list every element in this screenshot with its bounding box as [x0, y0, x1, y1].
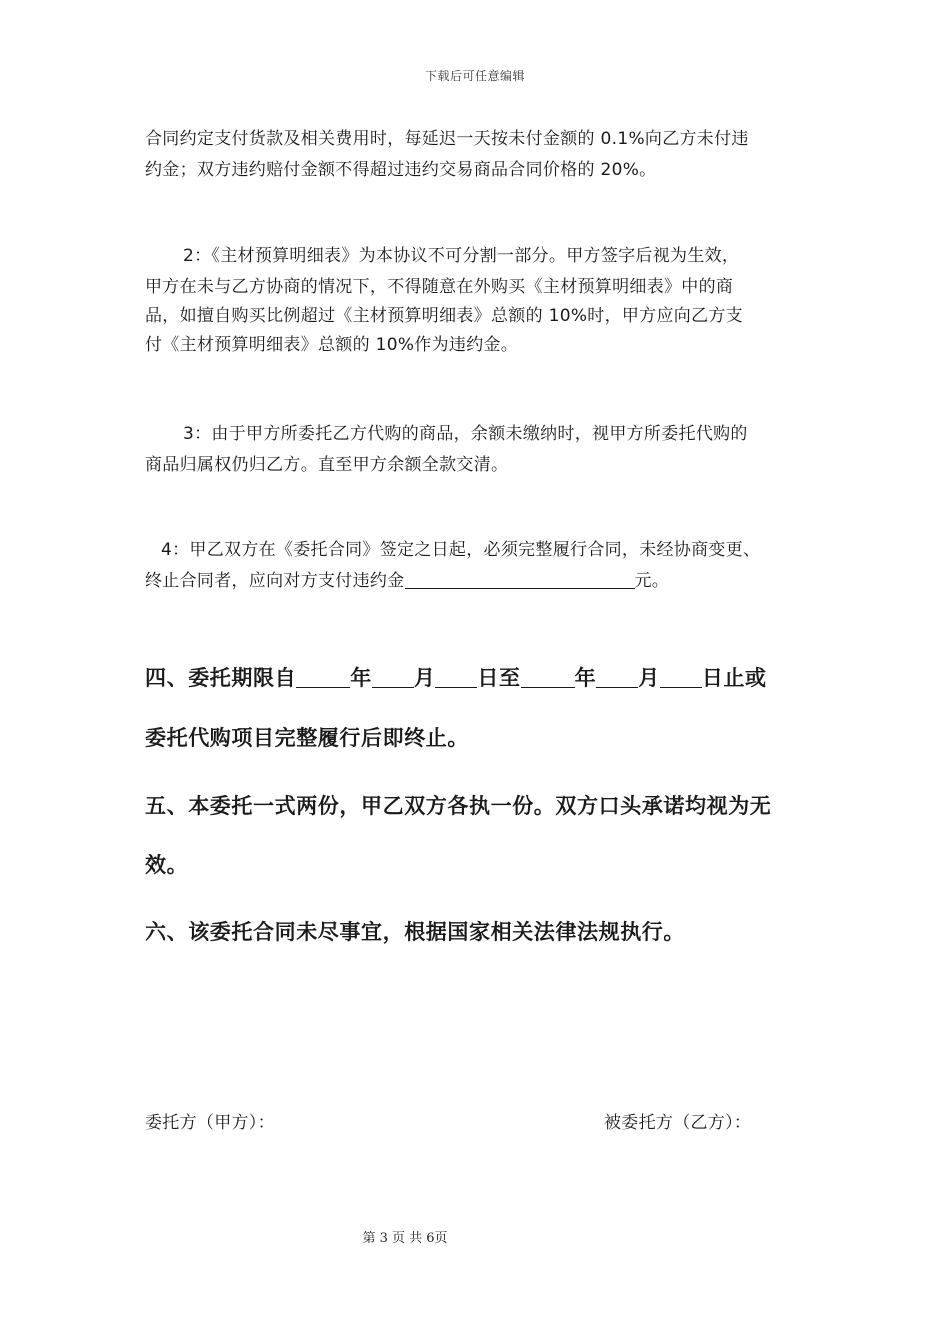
para2-line4: 付《主材预算明细表》总额的 10%作为违约金。: [145, 335, 519, 355]
end-month-label: 月: [638, 666, 660, 690]
para2-line1: 2：《主材预算明细表》为本协议不可分割一部分。甲方签字后视为生效，: [183, 246, 740, 266]
para4-line1: 4：甲乙双方在《委托合同》签定之日起，必须完整履行合同，未经协商变更、: [161, 540, 761, 560]
section4-intro: 四、委托期限自: [145, 666, 297, 690]
section6-line1: 六、该委托合同未尽事宜，根据国家相关法律法规执行。: [145, 920, 685, 944]
para3-line2: 商品归属权仍归乙方。直至甲方余额全款交清。: [145, 455, 509, 475]
section4-line1: [145, 662, 767, 692]
party-b-signature-label: 被委托方（乙方）：: [604, 1113, 752, 1133]
end-year-blank[interactable]: [521, 666, 575, 688]
start-month-label: 月: [413, 666, 436, 690]
para4-line2: [145, 566, 669, 591]
para2-line2: 甲方在未与乙方协商的情况下，不得随意在外购买《主材预算明细表》中的商: [145, 277, 734, 297]
end-month-blank[interactable]: [596, 666, 638, 688]
start-year-blank[interactable]: [296, 666, 350, 688]
section5-line2: 效。: [145, 853, 189, 877]
start-month-blank[interactable]: [372, 666, 414, 688]
para2-line3: 品，如擅自购买比例超过《主材预算明细表》总额的 10%时，甲方应向乙方支: [145, 306, 743, 326]
section5-line1: 五、本委托一式两份，甲乙双方各执一份。双方口头承诺均视为无: [145, 794, 772, 818]
start-year-label: 年: [350, 666, 372, 690]
page-header: 下载后可任意编辑: [424, 69, 525, 83]
start-day-label: 日至: [477, 666, 521, 690]
para1-line2: 约金；双方违约赔付金额不得超过违约交易商品合同价格的 20%。: [145, 160, 657, 180]
end-day-label: 日止或: [701, 666, 767, 690]
section4-line2: 委托代购项目完整履行后即终止。: [145, 726, 469, 750]
page-footer: 第 3 页 共 6页: [362, 1231, 448, 1246]
end-day-blank[interactable]: [660, 666, 702, 688]
para1-line1: 合同约定支付货款及相关费用时，每延迟一天按未付金额的 0.1%向乙方未付违: [145, 129, 749, 149]
start-day-blank[interactable]: [435, 666, 477, 688]
end-year-label: 年: [574, 666, 597, 690]
party-a-signature-label: 委托方（甲方）：: [145, 1113, 275, 1133]
penalty-amount-blank[interactable]: [405, 571, 635, 589]
para3-line1: 3：由于甲方所委托乙方代购的商品，余额未缴纳时，视甲方所委托代购的: [183, 424, 748, 444]
para4-line2-prefix: 终止合同者，应向对方支付违约金: [145, 571, 405, 591]
para4-line2-suffix: 元。: [634, 571, 670, 591]
